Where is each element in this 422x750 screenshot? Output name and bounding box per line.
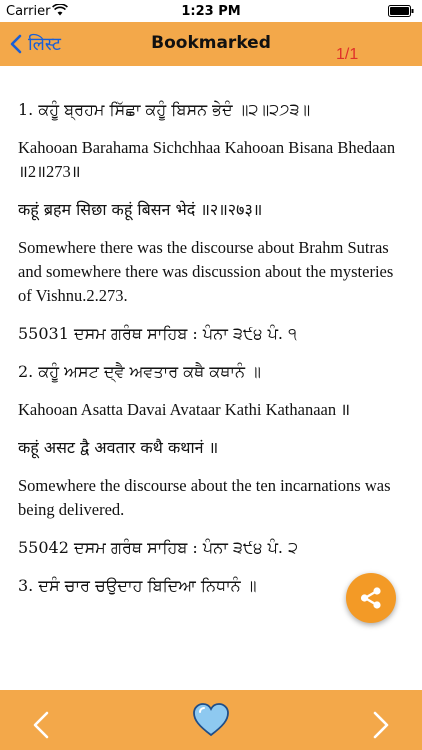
back-button-label: लिस्ट [28,34,61,54]
verse-line-gurmukhi: 2. ਕਹੂੰ ਅਸਟ ਦ੍ਵੈ ਅਵਤਾਰ ਕਥੈ ਕਥਾਨੰ ॥ [18,362,261,381]
favorite-heart-button[interactable] [191,700,231,740]
verse-line-gurmukhi: 1. ਕਹੂੰ ਬ੍ਰਹਮ ਸਿੱਛਾ ਕਹੂੰ ਬਿਸਨ ਭੇਦੰ ॥੨॥੨੭੩॥ [18,100,311,119]
verse-line-gurmukhi: 3. ਦਸੰ ਚਾਰ ਚਉਦਾਹ ਬਿਦਿਆ ਨਿਧਾਨੰ ॥ [18,576,257,595]
battery-icon [388,5,414,17]
previous-button[interactable] [30,710,52,740]
carrier-label: Carrier [6,4,51,19]
verse-line-english: Somewhere the discourse about the ten incarnations was being delivered. [18,476,391,519]
page-counter: 1/1 [336,46,359,63]
page-title: Bookmarked [151,33,271,53]
verse-list [0,66,422,598]
verse-line-english: Somewhere there was the discourse about Brahm Sutras and somewhere there was discussion about the mysteries of Vishnu.2.273. [18,238,394,305]
status-bar [0,0,422,22]
verse-line-devanagari: कहूं असट द्वै अवतार कथै कथानं ॥ [18,438,219,457]
next-button[interactable] [370,710,392,740]
bottom-toolbar [0,690,422,750]
share-button[interactable] [346,573,396,623]
verse-line-ref: 55042 ਦਸਮ ਗਰੰਥ ਸਾਹਿਬ : ਪੰਨਾ ੩੯੪ ਪੰ. ੨ [18,538,299,557]
verse-line-roman: Kahooan Asatta Davai Avataar Kathi Kathanaan ॥ [18,400,351,419]
navigation-bar [0,22,422,66]
status-time: 1:23 PM [181,4,241,19]
verse-line-roman: Kahooan Barahama Sichchhaa Kahooan Bisana Bhedaan ॥2॥273॥ [18,138,396,181]
share-icon [358,585,384,611]
verse-line-ref: 55031 ਦਸਮ ਗਰੰਥ ਸਾਹਿਬ : ਪੰਨਾ ੩੯੪ ਪੰ. ੧ [18,324,297,343]
verse-line-devanagari: कहूं ब्रहम सिछा कहूं बिसन भेदं ॥२॥२७३॥ [18,200,263,219]
